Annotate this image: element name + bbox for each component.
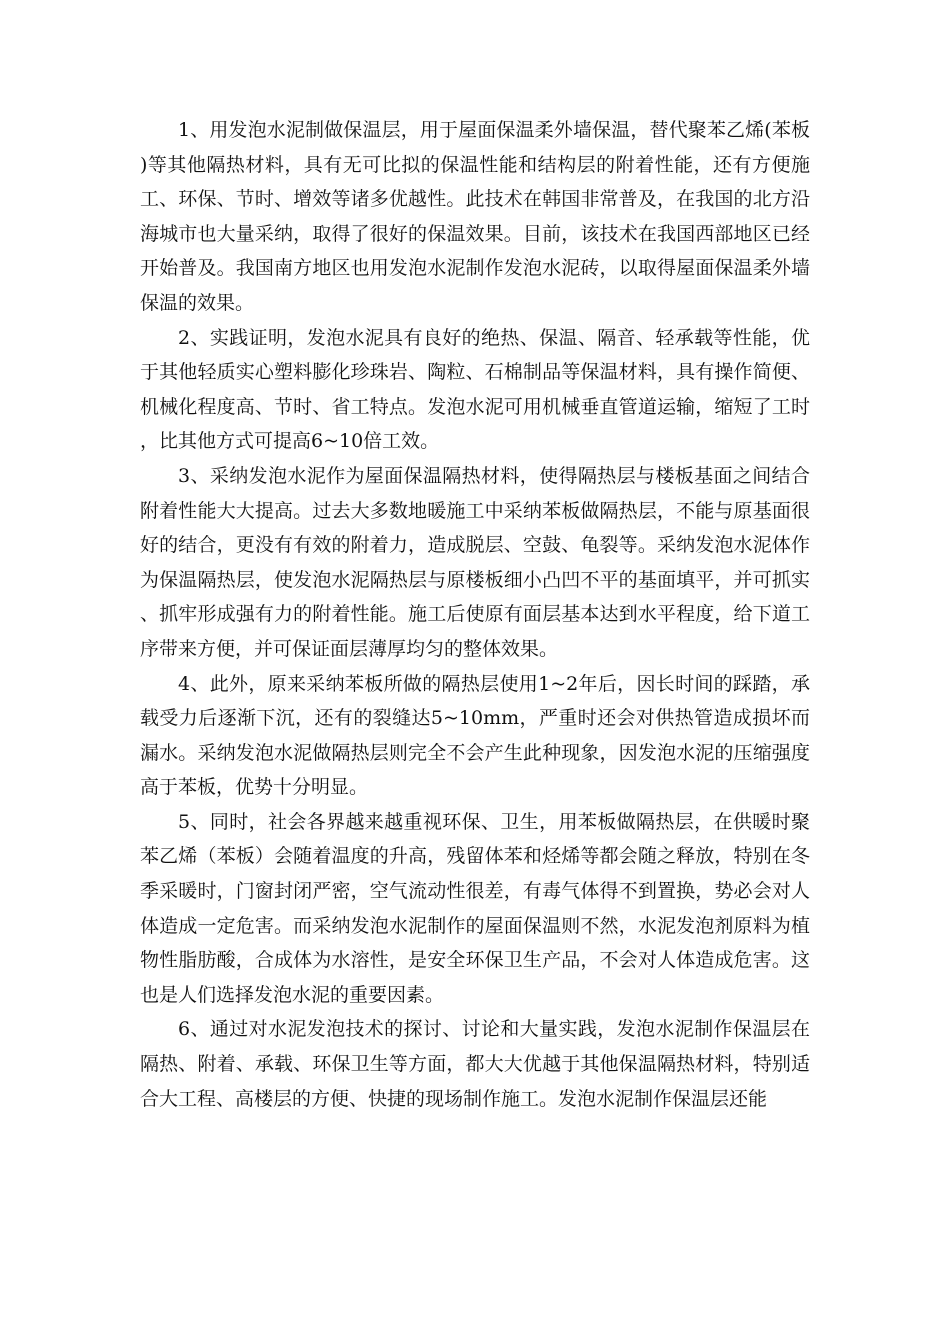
paragraph-5: 5、同时，社会各界越来越重视环保、卫生，用苯板做隔热层，在供暖时聚苯乙烯（苯板）会随着温度的升高，残留体苯和烃烯等都会随之释放，特别在冬季采暖时，门窗封闭严密，空气流动性很差，有毒气体得不到置换，势必会对人体造成一定危害。而采纳发泡水泥制作的屋面保温则不然，水泥发泡剂原料为植物性脂肪酸，合成体为水溶性，是安全环保卫生产品，不会对人体造成危害。这也是人们选择发泡水泥的重要因素。 [140, 810, 810, 1006]
paragraph-3: 3、采纳发泡水泥作为屋面保温隔热材料，使得隔热层与楼板基面之间结合附着性能大大提高。过去大多数地暖施工中采纳苯板做隔热层，不能与原基面很好的结合，更没有有效的附着力，造成脱层、空鼓、龟裂等。采纳发泡水泥体作为保温隔热层，使发泡水泥隔热层与原楼板细小凸凹不平的基面填平，并可抓实、抓牢形成强有力的附着性能。施工后使原有面层基本达到水平程度，给下道工序带来方便，并可保证面层薄厚均匀的整体效果。 [140, 464, 810, 660]
document-body [140, 113, 810, 1116]
paragraph-4: 4、此外，原来采纳苯板所做的隔热层使用1~2年后，因长时间的踩踏，承载受力后逐渐下沉，还有的裂缝达5~10mm，严重时还会对供热管造成损坏而漏水。采纳发泡水泥做隔热层则完全不会产生此种现象，因发泡水泥的压缩强度高于苯板，优势十分明显。 [140, 672, 810, 799]
paragraph-6: 6、通过对水泥发泡技术的探讨、讨论和大量实践，发泡水泥制作保温层在隔热、附着、承载、环保卫生等方面，都大大优越于其他保温隔热材料，特别适合大工程、高楼层的方便、快捷的现场制作施工。发泡水泥制作保温层还能 [140, 1018, 810, 1110]
paragraph-2: 2、实践证明，发泡水泥具有良好的绝热、保温、隔音、轻承载等性能，优于其他轻质实心塑料膨化珍珠岩、陶粒、石棉制品等保温材料，具有操作简便、机械化程度高、节时、省工特点。发泡水泥可用机械垂直管道运输，缩短了工时，比其他方式可提高6~10倍工效。 [140, 326, 810, 453]
paragraph-1: 1、用发泡水泥制做保温层，用于屋面保温柔外墙保温，替代聚苯乙烯(苯板)等其他隔热材料，具有无可比拟的保温性能和结构层的附着性能，还有方便施工、环保、节时、增效等诸多优越性。此技术在韩国非常普及，在我国的北方沿海城市也大量采纳，取得了很好的保温效果。目前，该技术在我国西部地区已经开始普及。我国南方地区也用发泡水泥制作发泡水泥砖，以取得屋面保温柔外墙保温的效果。 [140, 119, 810, 314]
